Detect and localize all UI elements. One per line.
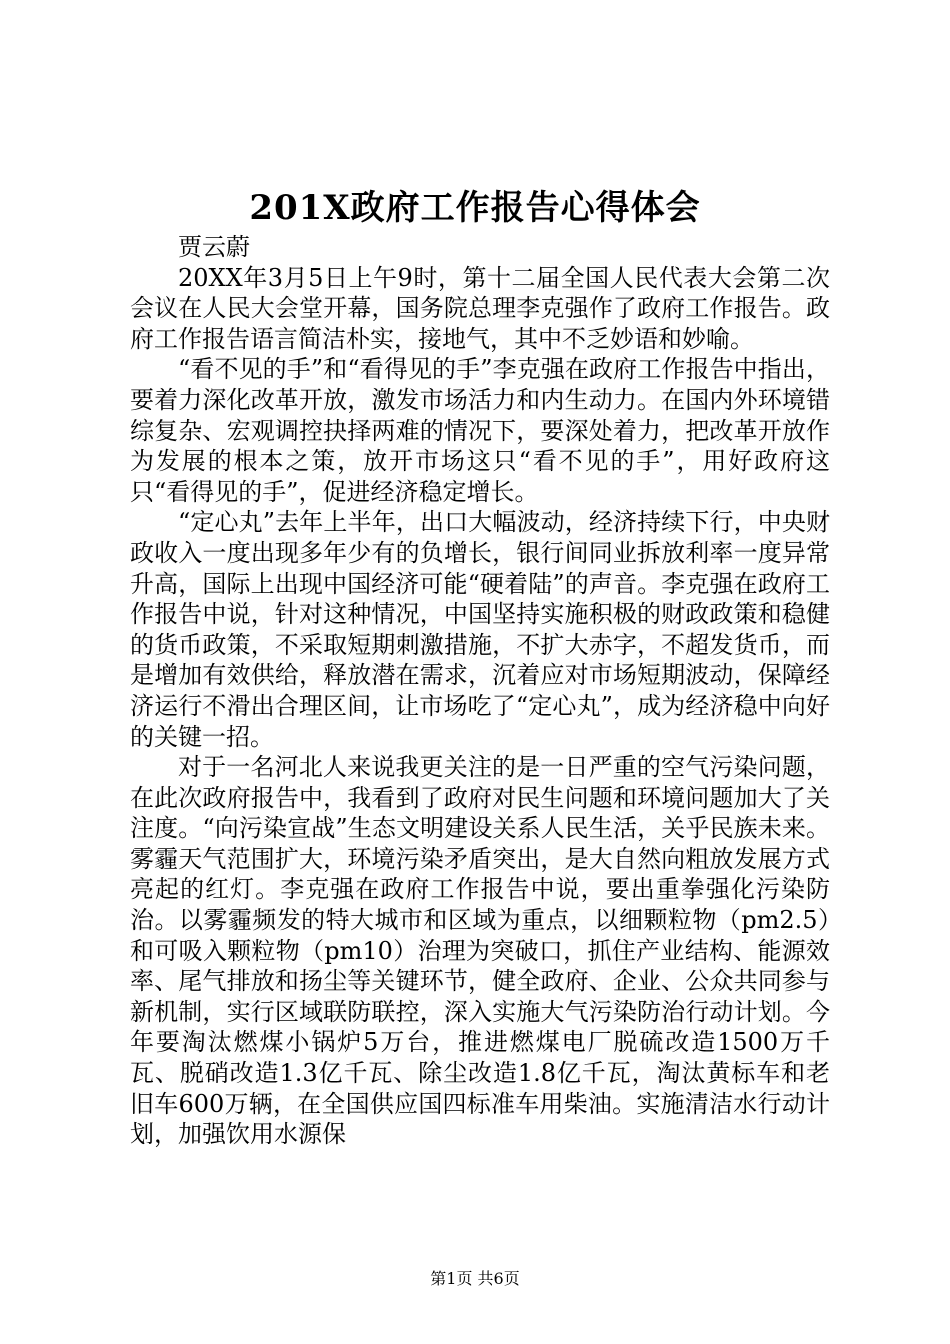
paragraph-2: “看不见的手”和“看得见的手”李克强在政府工作报告中指出，要着力深化改革开放，激发市场活力和内生动力。在国内外环境错综复杂、宏观调控抉择两难的情况下，要深处着力，把改革开放作为发展的根本之策，放开市场这只“看不见的手”，用好政府这只“看得见的手”，促进经济稳定增长。 — [130, 355, 830, 506]
page-number-footer: 第1页 共6页 — [430, 1269, 520, 1288]
paragraph-4: 对于一名河北人来说我更关注的是一日严重的空气污染问题，在此次政府报告中，我看到了政府对民生问题和环境问题加大了关注度。“向污染宣战”生态文明建设关系人民生活，关乎民族未来。雾霾天气范围扩大，环境污染矛盾突出，是大自然向粗放发展方式亮起的红灯。李克强在政府工作报告中说，要出重拳强化污染防治。以雾霾频发的特大城市和区域为重点，以细颗粒物（pm2.5）和可吸入颗粒物（pm10）治理为突破口，抓住产业结构、能源效率、尾气排放和扬尘等关键环节，健全政府、企业、公众共同参与新机制，实行区域联防联控，深入实施大气污染防治行动计划。今年要淘汰燃煤小锅炉5万台，推进燃煤电厂脱硫改造1500万千瓦、脱硝改造1.3亿千瓦、除尘改造1.8亿千瓦，淘汰黄标车和老旧车600万辆，在全国供应国四标准车用柴油。实施清洁水行动计划，加强饮用水源保 — [130, 753, 830, 1149]
document-title: 201X政府工作报告心得体会 — [249, 188, 701, 228]
paragraph-3: “定心丸”去年上半年，出口大幅波动，经济持续下行，中央财政收入一度出现多年少有的负增长，银行间同业拆放利率一度异常升高，国际上出现中国经济可能“硬着陆”的声音。李克强在政府工作报告中说，针对这种情况，中国坚持实施积极的财政政策和稳健的货币政策，不采取短期刺激措施，不扩大赤字，不超发货币，而是增加有效供给，释放潜在需求，沉着应对市场短期波动，保障经济运行不滑出合理区间，让市场吃了“定心丸”，成为经济稳中向好的关键一招。 — [130, 508, 830, 751]
paragraph-1: 20XX年3月5日上午9时，第十二届全国人民代表大会第二次会议在人民大会堂开幕，国务院总理李克强作了政府工作报告。政府工作报告语言简洁朴实，接地气，其中不乏妙语和妙喻。 — [130, 263, 830, 353]
document-body — [130, 232, 830, 1150]
author-name: 贾云蔚 — [178, 233, 250, 261]
